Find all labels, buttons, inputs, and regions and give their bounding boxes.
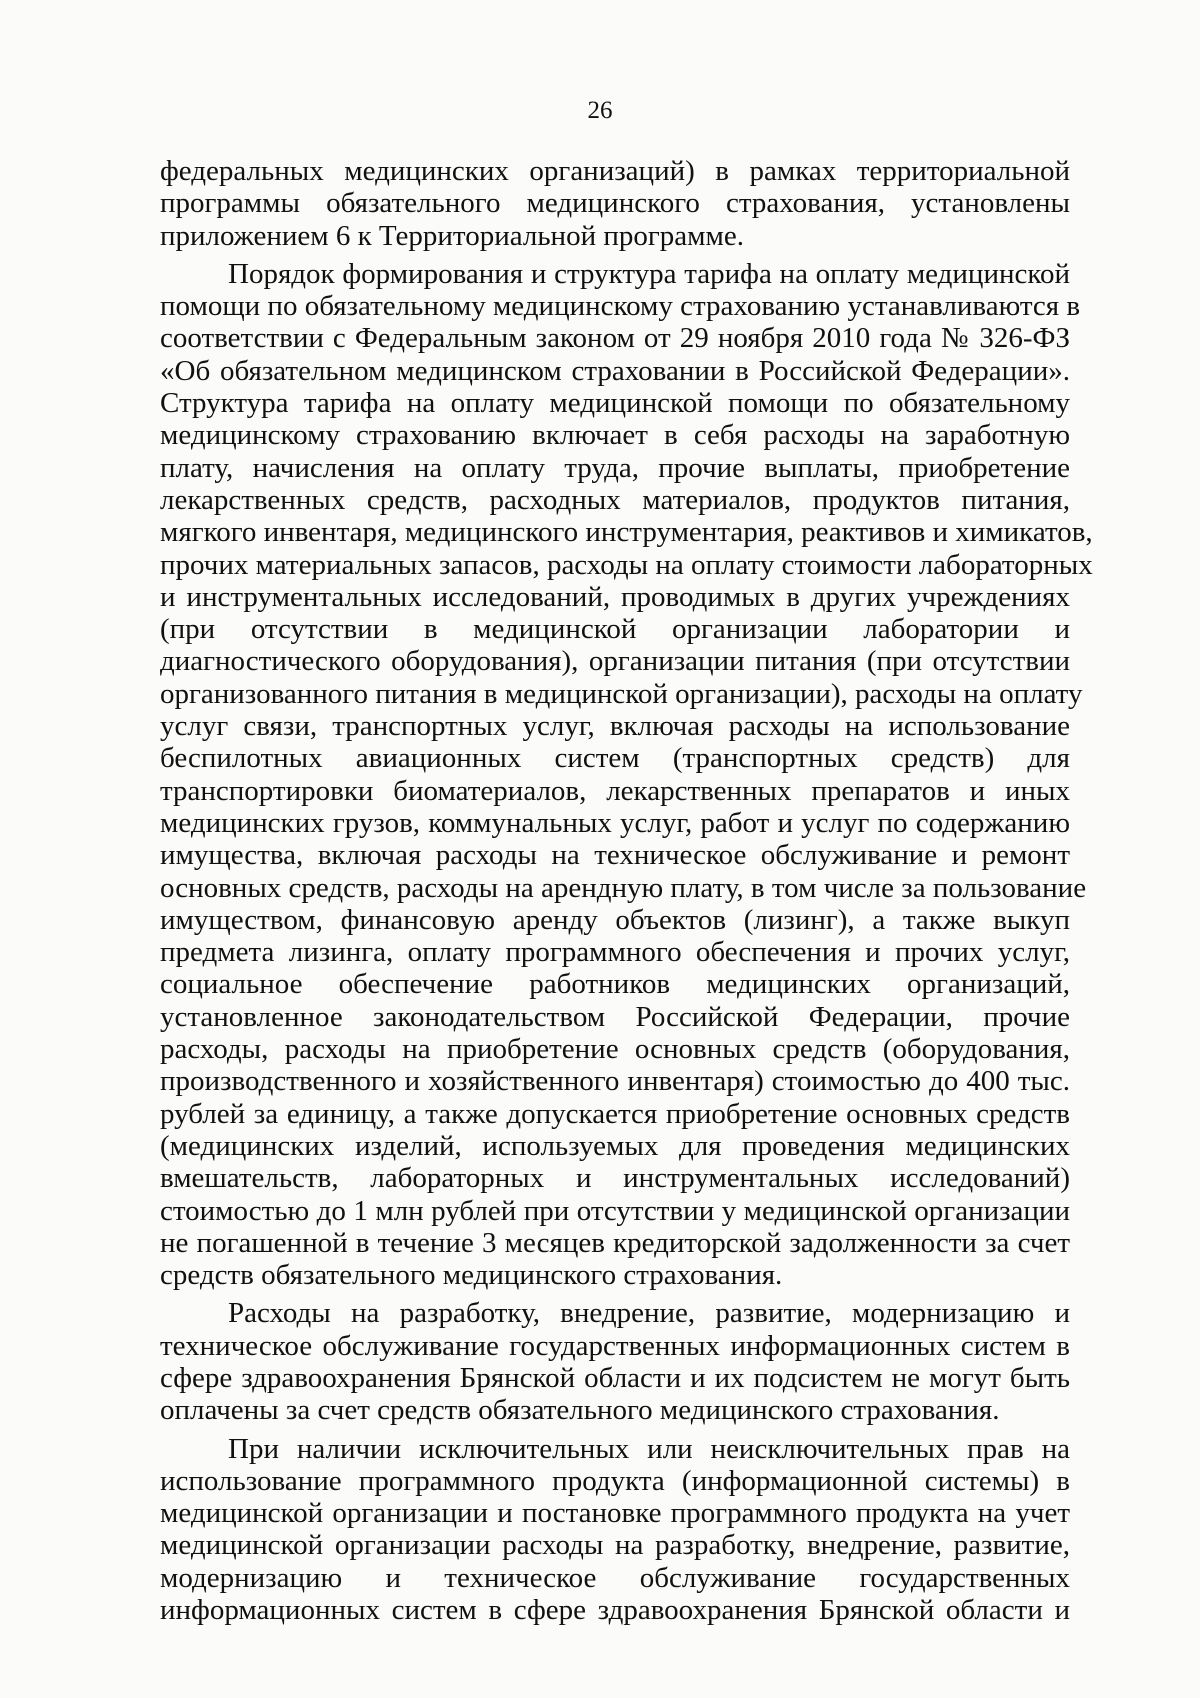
text-line: оплачены за счет средств обязательного медицинского страхования. (160, 1394, 1000, 1427)
text-line: и инструментальных исследований, проводимых в других учреждениях (160, 580, 1070, 613)
text-line: модернизацию и техническое обслуживание государственных (160, 1561, 1070, 1594)
text-line: расходы, расходы на приобретение основных средств (оборудования, (160, 1033, 1070, 1066)
text-line: Порядок формирования и структура тарифа на оплату медицинской (228, 257, 1070, 290)
text-line: стоимостью до 1 млн рублей при отсутствии у медицинской организации (160, 1194, 1070, 1227)
text-line: средств обязательного медицинского страхования. (160, 1259, 783, 1292)
paragraph-3 (160, 1297, 1070, 1426)
text-line: прочих материальных запасов, расходы на оплату стоимости лабораторных (160, 548, 1093, 581)
text-line: социальное обеспечение работников медицинских организаций, (160, 968, 1070, 1001)
text-line: техническое обслуживание государственных информационных систем в (160, 1329, 1070, 1362)
page-number: 26 (587, 97, 613, 124)
text-line: лекарственных средств, расходных материалов, продуктов питания, (160, 483, 1070, 516)
paragraph-1 (160, 155, 1070, 252)
text-line: медицинскому страхованию включает в себя расходы на заработную (160, 419, 1070, 452)
text-line: вмешательств, лабораторных и инструментальных исследований) (160, 1162, 1070, 1195)
text-line: «Об обязательном медицинском страховании в Российской Федерации». (160, 354, 1070, 387)
text-line: плату, начисления на оплату труда, прочие выплаты, приобретение (160, 451, 1070, 484)
text-line: не погашенной в течение 3 месяцев кредиторской задолженности за счет (160, 1226, 1070, 1259)
paragraph-2 (160, 257, 1093, 1292)
text-line: производственного и хозяйственного инвентаря) стоимостью до 400 тыс. (160, 1065, 1070, 1098)
text-line: медицинской организации и постановке программного продукта на учет (160, 1497, 1070, 1530)
text-line: мягкого инвентаря, медицинского инструментария, реактивов и химикатов, (160, 516, 1093, 549)
text-line: транспортировки биоматериалов, лекарственных препаратов и иных (160, 774, 1070, 807)
text-line: (медицинских изделий, используемых для проведения медицинских (160, 1129, 1070, 1162)
text-line: имущества, включая расходы на техническое обслуживание и ремонт (160, 839, 1070, 872)
text-line: услуг связи, транспортных услуг, включая расходы на использование (160, 710, 1070, 743)
paragraph-4 (160, 1433, 1070, 1627)
text-line: При наличии исключительных или неисключительных прав на (228, 1432, 1070, 1465)
text-line: программы обязательного медицинского страхования, установлены (160, 187, 1070, 220)
text-line: беспилотных авиационных систем (транспортных средств) для (160, 742, 1070, 775)
text-line: организованного питания в медицинской организации), расходы на оплату (160, 677, 1083, 710)
text-line: медицинской организации расходы на разработку, внедрение, развитие, (160, 1529, 1070, 1562)
text-line: медицинских грузов, коммунальных услуг, работ и услуг по содержанию (160, 806, 1070, 839)
text-line: помощи по обязательному медицинскому страхованию устанавливаются в (160, 290, 1081, 323)
text-line: основных средств, расходы на арендную плату, в том числе за пользование (160, 871, 1087, 904)
text-line: Расходы на разработку, внедрение, развитие, модернизацию и (228, 1297, 1070, 1330)
text-line: имуществом, финансовую аренду объектов (лизинг), а также выкуп (160, 903, 1070, 936)
text-line: (при отсутствии в медицинской организации лаборатории и (160, 613, 1070, 646)
text-line: соответствии с Федеральным законом от 29 ноября 2010 года № 326-ФЗ (160, 322, 1070, 355)
text-line: предмета лизинга, оплату программного обеспечения и прочих услуг, (160, 936, 1070, 969)
text-line: сфере здравоохранения Брянской области и их подсистем не могут быть (160, 1361, 1070, 1394)
text-line: Структура тарифа на оплату медицинской помощи по обязательному (160, 387, 1070, 420)
document-body (160, 155, 1093, 1627)
text-line: использование программного продукта (информационной системы) в (160, 1464, 1070, 1497)
text-line: федеральных медицинских организаций) в рамках территориальной (160, 155, 1070, 187)
text-line: установленное законодательством Российской Федерации, прочие (160, 1000, 1070, 1033)
text-line: рублей за единицу, а также допускается приобретение основных средств (160, 1097, 1070, 1130)
text-line: информационных систем в сфере здравоохранения Брянской области и (160, 1594, 1070, 1627)
text-line: диагностического оборудования), организации питания (при отсутствии (160, 645, 1070, 678)
text-line: приложением 6 к Территориальной программе. (160, 219, 744, 252)
